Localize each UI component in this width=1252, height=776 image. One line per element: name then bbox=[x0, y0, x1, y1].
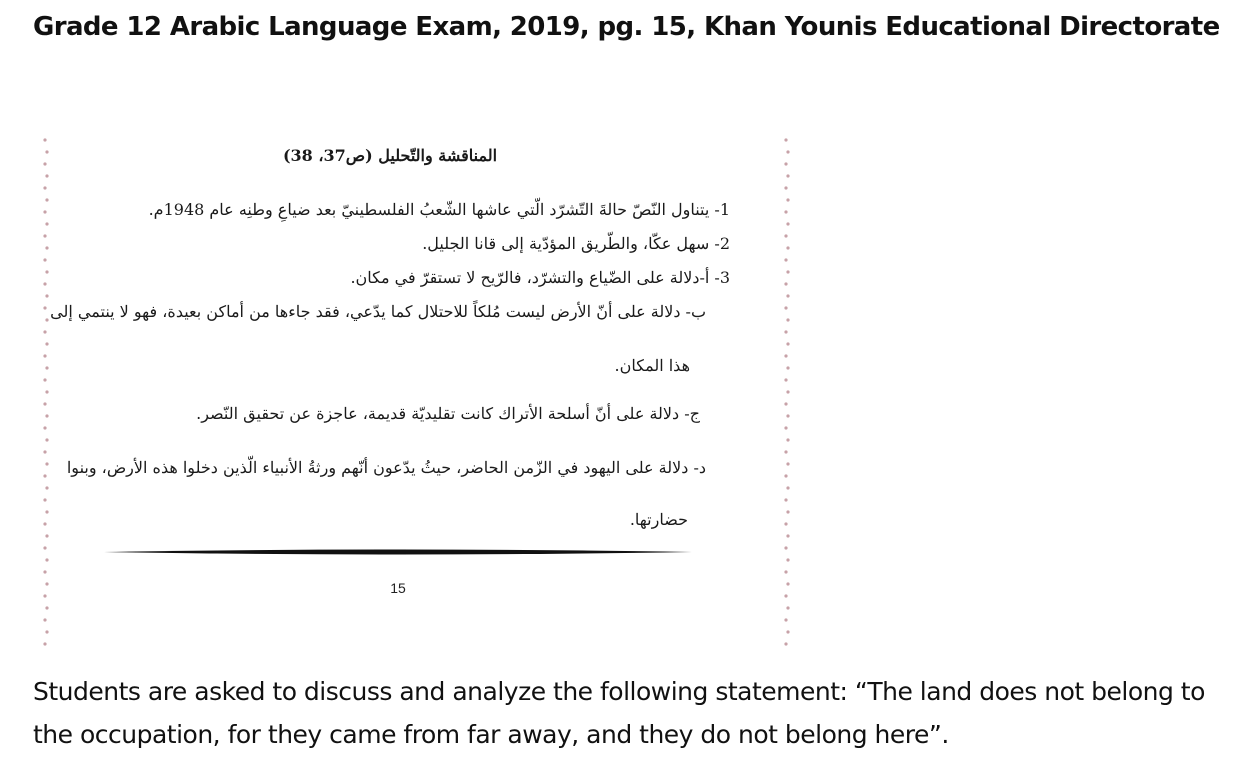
border-dot bbox=[784, 402, 787, 405]
border-dot bbox=[786, 558, 789, 561]
border-dot bbox=[43, 258, 46, 261]
border-dot bbox=[784, 258, 787, 261]
decorative-border-left bbox=[40, 134, 52, 650]
answer-line-3b: ب- دلالة على أنّ الأرض ليست مُلكاً للاحتلال كما يدّعي، فقد جاءها من أماكن بعيدة، فهو لا ينتمي إلى bbox=[50, 302, 706, 321]
border-dot bbox=[784, 522, 787, 525]
border-dot bbox=[43, 450, 46, 453]
border-dot bbox=[786, 150, 789, 153]
border-dot bbox=[786, 606, 789, 609]
answer-line-2: 2- سهل عكّا، والطّريق المؤدّية إلى قانا الجليل. bbox=[422, 234, 730, 253]
border-dot bbox=[45, 630, 48, 633]
border-dot bbox=[784, 498, 787, 501]
border-dot bbox=[786, 630, 789, 633]
border-dot bbox=[43, 570, 46, 573]
border-dot bbox=[43, 594, 46, 597]
border-dot bbox=[45, 486, 48, 489]
border-dot bbox=[43, 546, 46, 549]
border-dot bbox=[45, 510, 48, 513]
border-dot bbox=[45, 414, 48, 417]
border-dot bbox=[784, 186, 787, 189]
border-dot bbox=[45, 174, 48, 177]
border-dot bbox=[786, 174, 789, 177]
decorative-border-right bbox=[781, 134, 793, 650]
border-dot bbox=[786, 318, 789, 321]
border-dot bbox=[786, 534, 789, 537]
border-dot bbox=[784, 330, 787, 333]
border-dot bbox=[784, 594, 787, 597]
divider-rule bbox=[104, 546, 692, 558]
border-dot bbox=[45, 294, 48, 297]
border-dot bbox=[784, 426, 787, 429]
border-dot bbox=[43, 306, 46, 309]
border-dot bbox=[784, 378, 787, 381]
border-dot bbox=[43, 474, 46, 477]
border-dot bbox=[786, 510, 789, 513]
page-heading: Grade 12 Arabic Language Exam, 2019, pg. 15, Khan Younis Educational Directorate bbox=[33, 12, 1220, 42]
border-dot bbox=[43, 354, 46, 357]
border-dot bbox=[43, 138, 46, 141]
border-dot bbox=[43, 642, 46, 645]
caption-text: Students are asked to discuss and analyze the following statement: “The land does not belong to the occupation, for they came from far away, and they do not belong here”. bbox=[33, 677, 1205, 749]
border-dot bbox=[45, 150, 48, 153]
border-dot bbox=[786, 438, 789, 441]
border-dot bbox=[786, 486, 789, 489]
border-dot bbox=[784, 642, 787, 645]
answer-line-3c: ج- دلالة على أنّ أسلحة الأتراك كانت تقليديّة قديمة، عاجزة عن تحقيق النّصر. bbox=[196, 404, 700, 423]
border-dot bbox=[45, 606, 48, 609]
border-dot bbox=[786, 222, 789, 225]
border-dot bbox=[784, 282, 787, 285]
border-dot bbox=[43, 498, 46, 501]
page-number: 15 bbox=[390, 580, 406, 596]
border-dot bbox=[43, 522, 46, 525]
border-dot bbox=[45, 222, 48, 225]
border-dot bbox=[786, 294, 789, 297]
border-dot bbox=[45, 342, 48, 345]
answer-line-3d: د- دلالة على اليهود في الزّمن الحاضر، حيثُ يدّعون أنّهم ورثةُ الأنبياء الّذين دخلوا هذه الأرض، وبنوا bbox=[66, 458, 706, 477]
border-dot bbox=[45, 558, 48, 561]
border-dot bbox=[43, 162, 46, 165]
border-dot bbox=[45, 462, 48, 465]
border-dot bbox=[784, 210, 787, 213]
border-dot bbox=[43, 210, 46, 213]
answer-line-1: 1- يتناول النّصّ حالةَ التّشرّد الّتي عاشها الشّعبُ الفلسطينيّ بعد ضياعِ وطنِه عام 1948م. bbox=[148, 200, 730, 219]
answer-line-3d-continued: حضارتها. bbox=[629, 510, 688, 529]
border-dot bbox=[784, 570, 787, 573]
border-dot bbox=[45, 246, 48, 249]
border-dot bbox=[784, 138, 787, 141]
border-dot bbox=[45, 582, 48, 585]
answer-line-3b-continued: هذا المكان. bbox=[614, 356, 690, 375]
border-dot bbox=[43, 426, 46, 429]
border-dot bbox=[784, 474, 787, 477]
answer-line-3a: 3- أ-دلالة على الضّياع والتشرّد، فالرّيح لا تستقرّ في مكان. bbox=[350, 268, 730, 287]
border-dot bbox=[784, 354, 787, 357]
border-dot bbox=[786, 270, 789, 273]
border-dot bbox=[784, 234, 787, 237]
border-dot bbox=[45, 390, 48, 393]
section-title: المناقشة والتّحليل (ص37، 38) bbox=[282, 146, 498, 165]
border-dot bbox=[43, 282, 46, 285]
border-dot bbox=[786, 414, 789, 417]
border-dot bbox=[43, 378, 46, 381]
border-dot bbox=[45, 534, 48, 537]
border-dot bbox=[43, 618, 46, 621]
border-dot bbox=[45, 438, 48, 441]
border-dot bbox=[43, 330, 46, 333]
border-dot bbox=[786, 342, 789, 345]
border-dot bbox=[784, 306, 787, 309]
border-dot bbox=[45, 198, 48, 201]
border-dot bbox=[786, 246, 789, 249]
border-dot bbox=[786, 390, 789, 393]
border-dot bbox=[43, 234, 46, 237]
border-dot bbox=[786, 366, 789, 369]
scanned-exam-page bbox=[40, 134, 800, 650]
border-dot bbox=[43, 186, 46, 189]
border-dot bbox=[45, 318, 48, 321]
border-dot bbox=[45, 270, 48, 273]
border-dot bbox=[786, 582, 789, 585]
border-dot bbox=[786, 462, 789, 465]
border-dot bbox=[784, 546, 787, 549]
border-dot bbox=[784, 162, 787, 165]
border-dot bbox=[45, 366, 48, 369]
border-dot bbox=[784, 450, 787, 453]
border-dot bbox=[786, 198, 789, 201]
border-dot bbox=[784, 618, 787, 621]
border-dot bbox=[43, 402, 46, 405]
